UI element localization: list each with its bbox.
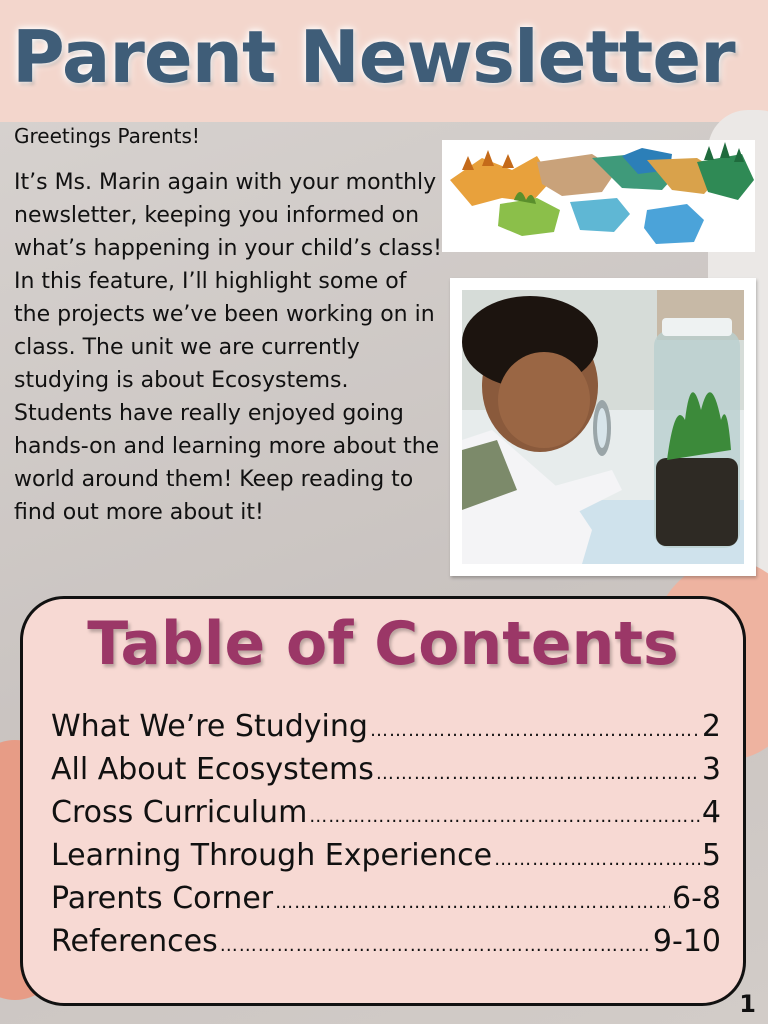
toc-list xyxy=(51,709,721,967)
toc-leader xyxy=(220,935,651,956)
toc-item-page: 9-10 xyxy=(652,924,721,959)
toc-item-label: Cross Curriculum xyxy=(51,795,308,830)
toc-item-page: 3 xyxy=(701,752,721,787)
toc-leader xyxy=(376,763,700,784)
toc-item-label: What We’re Studying xyxy=(51,709,368,744)
toc-leader xyxy=(494,849,700,870)
toc-item-page: 6-8 xyxy=(672,881,721,916)
toc-item-page: 2 xyxy=(701,709,721,744)
toc-item xyxy=(51,838,721,881)
ecosystem-puzzle-illustration-icon xyxy=(442,140,755,252)
toc-title: Table of Contents xyxy=(87,609,679,679)
student-terrarium-photo-icon xyxy=(462,290,744,564)
toc-item-label: Learning Through Experience xyxy=(51,838,493,873)
table-of-contents xyxy=(20,596,746,1006)
greeting: Greetings Parents! xyxy=(14,124,200,148)
toc-item xyxy=(51,709,721,752)
toc-item xyxy=(51,881,721,924)
toc-leader xyxy=(275,892,670,913)
toc-item-page: 4 xyxy=(701,795,721,830)
intro-paragraph: It’s Ms. Marin again with your monthly newsletter, keeping you informed on what’s happening in your child’s class! In this feature, I’ll highlight some of the projects we’ve been working on in class. The unit we are currently studying is about Ecosystems. Students have really enjoyed going hands-on and learning more about the world around them! Keep reading to find out more about it! xyxy=(14,170,442,525)
student-photo xyxy=(450,278,756,576)
toc-item-label: References xyxy=(51,924,218,959)
page-number: 1 xyxy=(739,990,756,1018)
toc-leader xyxy=(309,806,700,827)
toc-item xyxy=(51,795,721,838)
toc-item-label: Parents Corner xyxy=(51,881,274,916)
toc-item xyxy=(51,752,721,795)
toc-leader xyxy=(370,720,700,741)
ecosystem-puzzle-image xyxy=(442,140,755,252)
toc-item xyxy=(51,924,721,967)
toc-item-label: All About Ecosystems xyxy=(51,752,374,787)
newsletter-title: Parent Newsletter xyxy=(12,15,735,99)
toc-item-page: 5 xyxy=(701,838,721,873)
